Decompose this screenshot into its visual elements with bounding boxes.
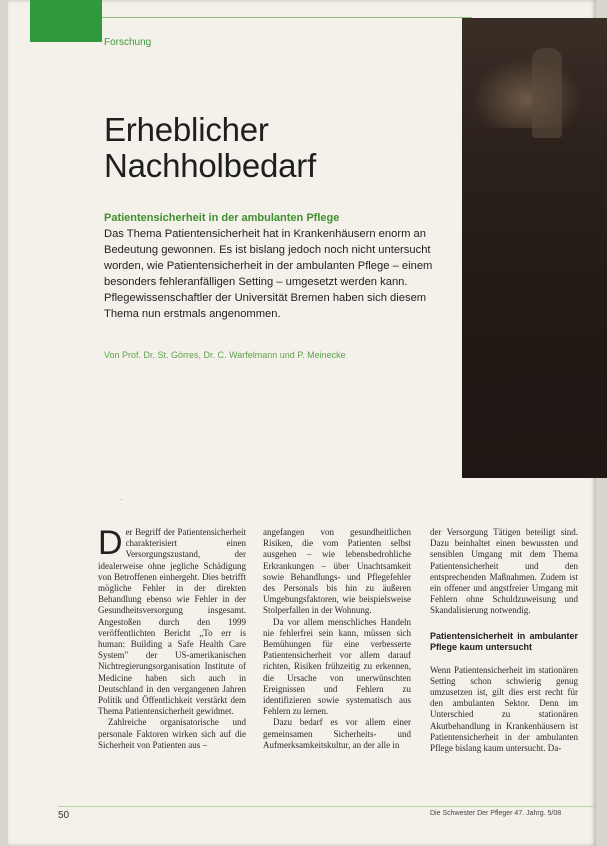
paragraph <box>98 524 246 717</box>
paragraph: Da vor allem menschliches Handeln nie fehlerfrei sein kann, müssen sich Bemühungen für eine verbesserte Patientensicherheit vor allem darauf richten, Risiken frühzeitig zu erkennen, die Ursache von unerwünschten Ereignissen und Fehlern zu identifizieren sowie systematisch aus Fehlern zu lernen. <box>263 616 411 717</box>
paragraph: angefangen von gesundheitlichen Risiken, die vom Patienten selbst ausgehen – wie lebensbedrohliche Erkrankungen – über Unachtsamkeit sowie Behandlungs- und Pflegefehler des Personals bis hin zu äußeren Umgebungsfaktoren, wie beispielsweise Stolperfallen in der Wohnung. <box>263 527 411 616</box>
photo-figure <box>532 48 562 138</box>
text-column-2 <box>263 527 411 751</box>
lead-paragraph: Das Thema Patientensicherheit hat in Krankenhäusern enorm an Bedeutung gewonnen. Es ist bislang jedoch noch nicht untersucht worden, wie Patientensicherheit in der ambulanten Pflege – einem besonders fehleranfälligen Setting – umgesetzt werden kann. Pflegewissenschaftler der Universität Bremen haben sich diesem Thema nun erstmals angenommen. <box>104 228 433 320</box>
section-color-block <box>30 0 102 42</box>
photo-highlight <box>472 58 582 128</box>
text-column-3 <box>430 527 578 754</box>
section-label: Forschung <box>104 37 152 48</box>
article-title <box>104 112 316 184</box>
paragraph: Dazu bedarf es vor allem einer gemeinsamen Sicherheits- und Aufmerksamkeitskultur, an der alle in <box>263 717 411 750</box>
page-number: 50 <box>58 810 70 821</box>
paragraph-text: er Begriff der Patientensicherheit charakterisiert einen Versorgungszustand, der idealerweise ohne jegliche Schädigung von Betroffenen einhergeht. Dies betrifft mögliche Fehler in der direkten Behandlung ebenso wie Fehler in der Gesundheitsversorgung insgesamt. Angestoßen durch den 1999 veröffentlichten Bericht „To err is human: Building a Safe Health Care System" der US-amerikanischen Nichtregierungsorganisation Institute of Medicine haben sich auch in Deutschland in den vergangenen Jahren Politik und Öffentlichkeit verstärkt dem Thema Patientensicherheit gewidmet. <box>98 527 246 717</box>
footer-rule <box>58 806 596 807</box>
text-column-1 <box>98 524 246 751</box>
author-byline: Von Prof. Dr. St. Görres, Dr. C. Warfelmann und P. Meinecke <box>104 350 346 360</box>
subheading: Patientensicherheit in ambulanter Pflege kaum untersucht <box>430 630 578 652</box>
title-line-1: Erheblicher <box>104 111 269 148</box>
paragraph: Wenn Patientensicherheit im stationären Setting schon schwierig genug umzusetzen ist, gilt dies erst recht für den ambulanten Sektor. Denn im Unterschied zu stationären Akutbehandlung in Krankenhäusern ist Patientensicherheit in der ambulanten Pflege bislang kaum untersucht. Da- <box>430 664 578 754</box>
paragraph: der Versorgung Tätigen beteiligt sind. Dazu beinhaltet einen bewussten und sensiblen Umgang mit dem Thema Patientensicherheit und den entsprechenden Maßnahmen. Zudem ist ein offener und angstfreier Umgang mit Fehlern ohne Schuldzuweisung und Skandalisierung notwendig. <box>430 527 578 616</box>
decorative-dot: · <box>120 495 123 504</box>
header-rule <box>102 17 472 18</box>
drop-cap: D <box>98 524 123 562</box>
title-line-2: Nachholbedarf <box>104 147 317 184</box>
article-photo <box>462 18 607 478</box>
article-subtitle: Patientensicherheit in der ambulanten Pflege <box>104 212 340 224</box>
journal-footer: Die Schwester Der Pfleger 47. Jahrg. 5/08 <box>430 810 562 817</box>
paragraph: Zahlreiche organisatorische und personale Faktoren wirken sich auf die Sicherheit von Patienten aus – <box>98 717 246 750</box>
